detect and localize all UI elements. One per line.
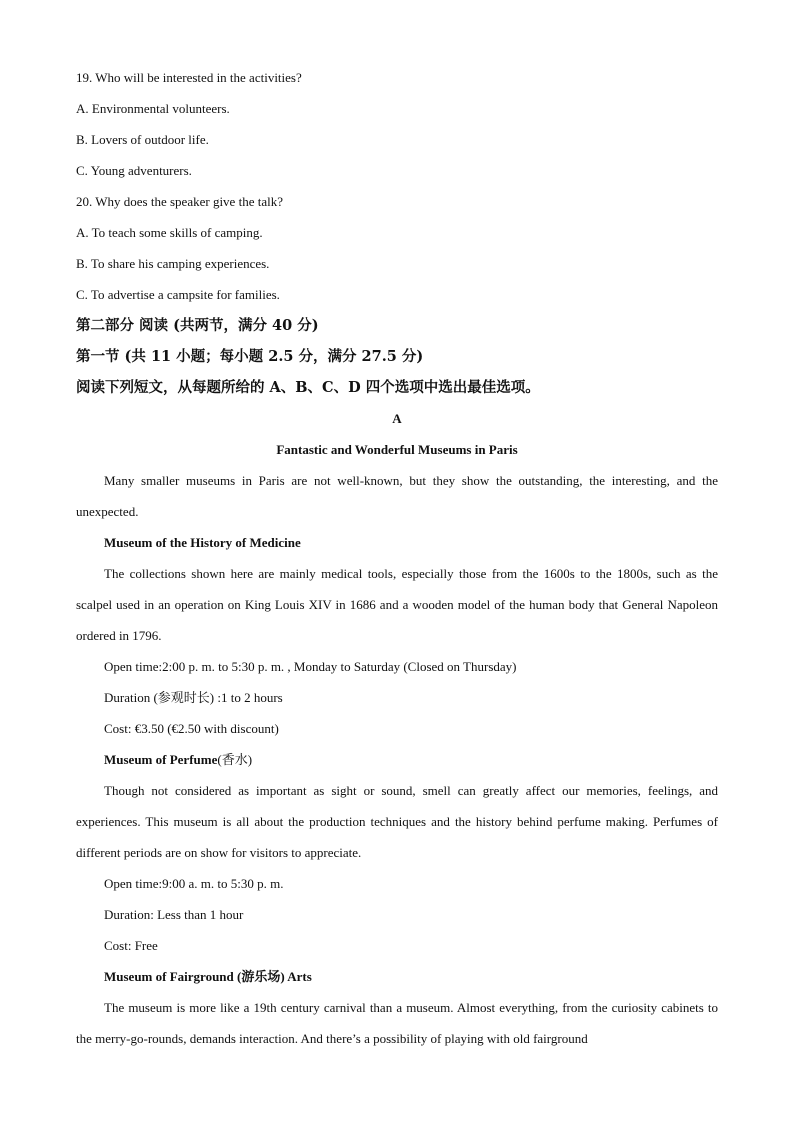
- museum-perfume-cost: Cost: Free: [104, 938, 158, 953]
- passage-letter: A: [392, 411, 402, 426]
- question-20-stem: 20. Why does the speaker give the talk?: [76, 194, 283, 209]
- museum-perfume-note: (香水): [217, 752, 253, 767]
- question-20-option-b: B. To share his camping experiences.: [76, 256, 270, 271]
- document-page: [76, 62, 718, 1054]
- museum-fairground-description: The museum is more like a 19th century carnival than a museum. Almost everything, from the curiosity cabinets to the merry-go-rounds, demands interaction. And there’s a possibility of playing with old fairground: [76, 1000, 718, 1046]
- museum-medicine-open-time: Open time:2:00 p. m. to 5:30 p. m. , Monday to Saturday (Closed on Thursday): [104, 659, 517, 674]
- question-20-option-c: C. To advertise a campsite for families.: [76, 287, 280, 302]
- museum-perfume-duration: Duration: Less than 1 hour: [104, 907, 244, 922]
- museum-fairground-heading: Museum of Fairground (游乐场) Arts: [104, 969, 312, 984]
- museum-medicine-heading: Museum of the History of Medicine: [104, 535, 301, 550]
- passage-title: Fantastic and Wonderful Museums in Paris: [276, 442, 518, 457]
- museum-medicine-cost: Cost: €3.50 (€2.50 with discount): [104, 721, 279, 736]
- museum-perfume-description: Though not considered as important as sight or sound, smell can greatly affect our memories, feelings, and experiences. This museum is all about the production techniques and the history behind perfume making. Perfumes of different periods are on show for visitors to appreciate.: [76, 783, 718, 860]
- question-20-option-a: A. To teach some skills of camping.: [76, 225, 263, 240]
- museum-perfume-open-time: Open time:9:00 a. m. to 5:30 p. m.: [104, 876, 284, 891]
- question-19-stem: 19. Who will be interested in the activities?: [76, 70, 302, 85]
- museum-perfume-heading: Museum of Perfume: [104, 752, 218, 767]
- reading-instruction: 阅读下列短文，从每题所给的 A、B、C、D 四个选项中选出最佳选项。: [76, 379, 540, 396]
- question-19-option-a: A. Environmental volunteers.: [76, 101, 230, 116]
- section-one-heading: 第一节 (共 11 小题；每小题 2.5 分，满分 27.5 分): [76, 348, 424, 365]
- part-two-heading: 第二部分 阅读 (共两节，满分 40 分): [76, 317, 319, 334]
- museum-medicine-duration: Duration (参观时长) :1 to 2 hours: [104, 690, 283, 705]
- question-19-option-b: B. Lovers of outdoor life.: [76, 132, 209, 147]
- passage-intro: Many smaller museums in Paris are not well-known, but they show the outstanding, the interesting, and the unexpected.: [76, 473, 718, 519]
- museum-medicine-description: The collections shown here are mainly medical tools, especially those from the 1600s to the 1800s, such as the scalpel used in an operation on King Louis XIV in 1686 and a wooden model of the human body that General Napoleon ordered in 1796.: [76, 566, 718, 643]
- question-19-option-c: C. Young adventurers.: [76, 163, 192, 178]
- museum-perfume-heading-line: [76, 744, 718, 775]
